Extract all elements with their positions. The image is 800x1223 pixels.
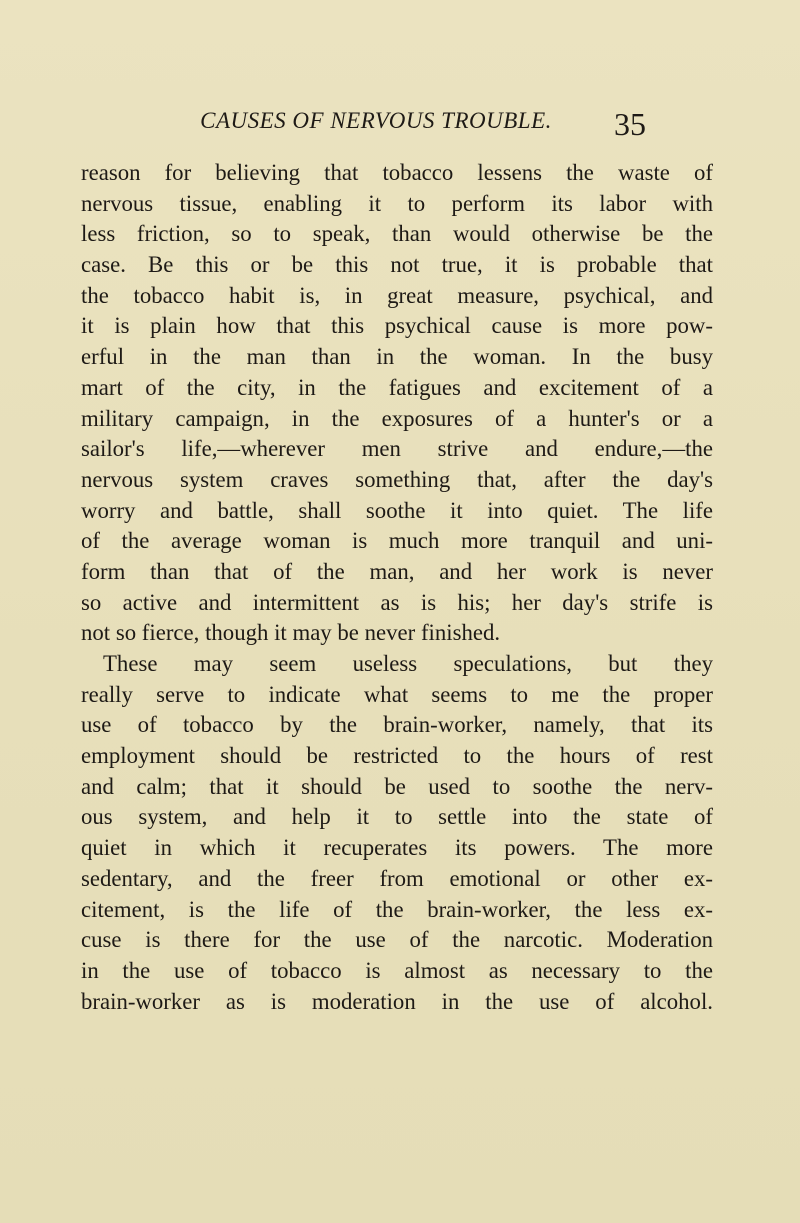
text-line: nervous tissue, enabling it to perform its labor with <box>81 190 713 216</box>
text-line: in the use of tobacco is almost as necessary to the <box>81 957 713 983</box>
text-line: and calm; that it should be used to soothe the nerv- <box>81 773 713 799</box>
text-line: nervous system craves something that, after the day's <box>81 466 713 492</box>
text-line: erful in the man than in the woman. In the busy <box>81 344 713 370</box>
text-line: form than that of the man, and her work is never <box>81 558 713 584</box>
text-line: really serve to indicate what seems to me the proper <box>81 681 713 707</box>
text-line: brain-worker as is moderation in the use of alcohol. <box>81 988 713 1014</box>
text-line-paragraph-start: These may seem useless speculations, but they <box>103 651 713 676</box>
text-line: employment should be restricted to the hours of rest <box>81 743 713 769</box>
body-text <box>81 158 713 1017</box>
text-line: the tobacco habit is, in great measure, psychical, and <box>81 282 713 308</box>
text-line: it is plain how that this psychical cause is more pow- <box>81 313 713 339</box>
text-line: citement, is the life of the brain-worker, the less ex- <box>81 896 713 922</box>
text-line: worry and battle, shall soothe it into quiet. The life <box>81 497 713 523</box>
text-line: use of tobacco by the brain-worker, namely, that its <box>81 712 713 738</box>
text-line: of the average woman is much more tranquil and uni- <box>81 528 713 554</box>
text-line: cuse is there for the use of the narcotic. Moderation <box>81 927 713 953</box>
text-line: quiet in which it recuperates its powers. The more <box>81 835 713 861</box>
text-line: mart of the city, in the fatigues and excitement of a <box>81 374 713 400</box>
text-line: so active and intermittent as is his; her day's strife is <box>81 589 713 615</box>
running-title: CAUSES OF NERVOUS TROUBLE. <box>200 108 552 133</box>
text-line: case. Be this or be this not true, it is probable that <box>81 252 713 278</box>
text-line: ous system, and help it to settle into the state of <box>81 804 713 830</box>
text-line: military campaign, in the exposures of a hunter's or a <box>81 405 713 431</box>
text-line: reason for believing that tobacco lessens the waste of <box>81 160 713 185</box>
page-number: 35 <box>614 106 646 142</box>
text-line: less friction, so to speak, than would otherwise be the <box>81 221 713 247</box>
text-line-paragraph-end: not so fierce, though it may be never finished. <box>81 620 501 646</box>
running-head <box>0 104 800 144</box>
text-line: sailor's life,—wherever men strive and endure,—the <box>81 436 713 462</box>
text-line: sedentary, and the freer from emotional or other ex- <box>81 865 713 891</box>
